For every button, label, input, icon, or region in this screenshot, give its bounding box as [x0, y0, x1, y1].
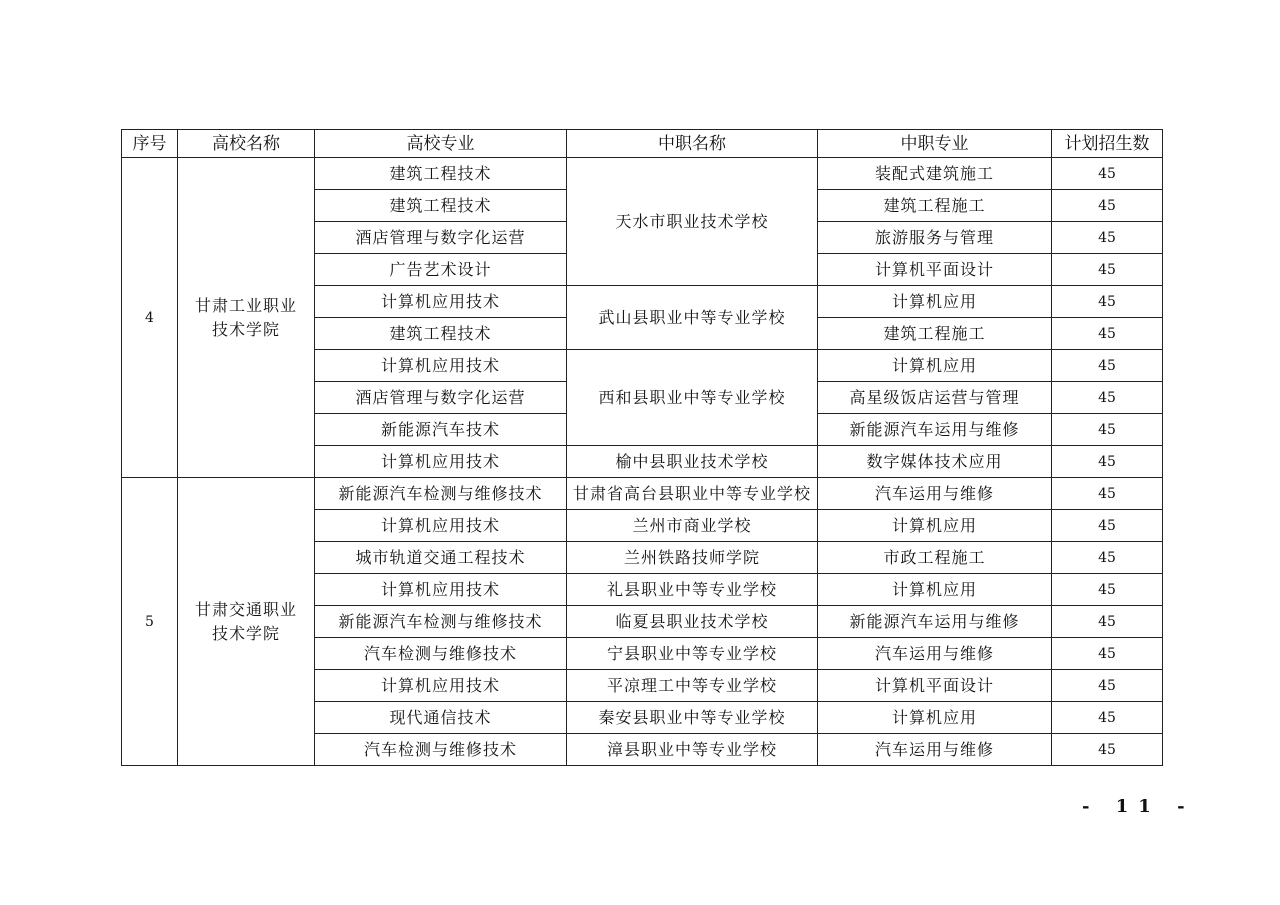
vocational-major-cell: [818, 638, 1052, 670]
vocational-school-cell: 礼县职业中等专业学校: [567, 574, 818, 606]
vocational-major-text: 计算机平面设计: [874, 675, 994, 695]
vocational-major-text: 新能源汽车运用与维修: [849, 419, 1020, 439]
college-major-cell: 计算机应用技术: [315, 670, 567, 702]
vocational-major-cell: [818, 286, 1052, 318]
plan-count-cell: 45: [1052, 158, 1163, 190]
vocational-major-text: 计算机应用: [891, 707, 977, 727]
vocational-school-cell: 宁县职业中等专业学校: [567, 638, 818, 670]
plan-count-cell: 45: [1052, 606, 1163, 638]
college-major-cell: 计算机应用技术: [315, 446, 567, 478]
vocational-major-cell: [818, 222, 1052, 254]
college-major-cell: 新能源汽车检测与维修技术: [315, 478, 567, 510]
vocational-major-text: 计算机应用: [891, 515, 977, 535]
vocational-major-text: 计算机应用: [891, 291, 977, 311]
college-name-cell: 甘肃交通职业 技术学院: [178, 478, 315, 766]
table-row: [122, 158, 1163, 190]
vocational-major-cell: [818, 702, 1052, 734]
vocational-school-cell: 漳县职业中等专业学校: [567, 734, 818, 766]
college-major-cell: 新能源汽车检测与维修技术: [315, 606, 567, 638]
vocational-major-text: 汽车运用与维修: [874, 739, 994, 759]
vocational-major-text: 市政工程施工: [883, 547, 986, 567]
plan-count-cell: 45: [1052, 254, 1163, 286]
plan-count-cell: 45: [1052, 702, 1163, 734]
vocational-major-text: 计算机平面设计: [874, 259, 994, 279]
vocational-school-cell: 天水市职业技术学校: [567, 158, 818, 286]
vocational-major-cell: [818, 318, 1052, 350]
vocational-major-cell: [818, 734, 1052, 766]
vocational-major-text: 汽车运用与维修: [874, 643, 994, 663]
vocational-major-text: 装配式建筑施工: [874, 163, 994, 183]
vocational-school-cell: 平凉理工中等专业学校: [567, 670, 818, 702]
plan-count-cell: 45: [1052, 446, 1163, 478]
table-body: [122, 158, 1163, 766]
college-major-cell: 建筑工程技术: [315, 190, 567, 222]
header-vocational-major: 中职专业: [818, 130, 1052, 158]
vocational-school-cell: 秦安县职业中等专业学校: [567, 702, 818, 734]
vocational-school-cell: 甘肃省高台县职业中等专业学校: [567, 478, 818, 510]
plan-count-cell: 45: [1052, 510, 1163, 542]
vocational-school-cell: 榆中县职业技术学校: [567, 446, 818, 478]
page-number: - 11 -: [1082, 796, 1195, 817]
college-major-cell: 计算机应用技术: [315, 286, 567, 318]
vocational-major-cell: [818, 446, 1052, 478]
header-seq: 序号: [122, 130, 178, 158]
plan-count-cell: 45: [1052, 350, 1163, 382]
vocational-school-cell: 西和县职业中等专业学校: [567, 350, 818, 446]
vocational-major-cell: [818, 158, 1052, 190]
vocational-major-text: 旅游服务与管理: [874, 227, 994, 247]
plan-count-cell: 45: [1052, 478, 1163, 510]
plan-count-cell: 45: [1052, 638, 1163, 670]
plan-count-cell: 45: [1052, 414, 1163, 446]
vocational-major-text: 建筑工程施工: [883, 323, 986, 343]
seq-cell: 4: [122, 158, 178, 478]
college-name-cell: 甘肃工业职业 技术学院: [178, 158, 315, 478]
plan-count-cell: 45: [1052, 734, 1163, 766]
vocational-major-text: 新能源汽车运用与维修: [849, 611, 1020, 631]
vocational-major-cell: [818, 510, 1052, 542]
table-row: [122, 478, 1163, 510]
plan-count-cell: 45: [1052, 670, 1163, 702]
vocational-major-text: 高星级饭店运营与管理: [849, 387, 1020, 407]
plan-count-cell: 45: [1052, 318, 1163, 350]
enrollment-plan-table: [121, 129, 1163, 766]
vocational-major-cell: [818, 190, 1052, 222]
college-major-cell: 广告艺术设计: [315, 254, 567, 286]
plan-count-cell: 45: [1052, 222, 1163, 254]
page-number-value: 11: [1115, 796, 1161, 817]
vocational-major-cell: [818, 350, 1052, 382]
vocational-school-cell: 临夏县职业技术学校: [567, 606, 818, 638]
vocational-major-text: 计算机应用: [891, 579, 977, 599]
vocational-major-text: 计算机应用: [891, 355, 977, 375]
plan-count-cell: 45: [1052, 382, 1163, 414]
plan-count-cell: 45: [1052, 286, 1163, 318]
seq-cell: 5: [122, 478, 178, 766]
plan-count-cell: 45: [1052, 574, 1163, 606]
vocational-major-text: 建筑工程施工: [883, 195, 986, 215]
vocational-major-cell: [818, 382, 1052, 414]
vocational-school-cell: 兰州铁路技师学院: [567, 542, 818, 574]
header-plan-count: 计划招生数: [1052, 130, 1163, 158]
vocational-school-cell: 武山县职业中等专业学校: [567, 286, 818, 350]
college-major-cell: 计算机应用技术: [315, 350, 567, 382]
vocational-major-text: 数字媒体技术应用: [866, 451, 1003, 471]
vocational-major-cell: [818, 414, 1052, 446]
college-major-cell: 建筑工程技术: [315, 158, 567, 190]
college-major-cell: 酒店管理与数字化运营: [315, 222, 567, 254]
vocational-school-cell: 兰州市商业学校: [567, 510, 818, 542]
vocational-major-cell: [818, 542, 1052, 574]
table-header-row: [122, 130, 1163, 158]
college-major-cell: 汽车检测与维修技术: [315, 734, 567, 766]
college-major-cell: 城市轨道交通工程技术: [315, 542, 567, 574]
college-major-cell: 新能源汽车技术: [315, 414, 567, 446]
college-major-cell: 酒店管理与数字化运营: [315, 382, 567, 414]
header-vocational-school: 中职名称: [567, 130, 818, 158]
vocational-major-text: 汽车运用与维修: [874, 483, 994, 503]
header-college-major: 高校专业: [315, 130, 567, 158]
plan-count-cell: 45: [1052, 190, 1163, 222]
college-major-cell: 计算机应用技术: [315, 510, 567, 542]
plan-count-cell: 45: [1052, 542, 1163, 574]
college-major-cell: 现代通信技术: [315, 702, 567, 734]
header-college: 高校名称: [178, 130, 315, 158]
vocational-major-cell: [818, 606, 1052, 638]
vocational-major-cell: [818, 254, 1052, 286]
college-major-cell: 汽车检测与维修技术: [315, 638, 567, 670]
vocational-major-cell: [818, 670, 1052, 702]
vocational-major-cell: [818, 478, 1052, 510]
college-major-cell: 计算机应用技术: [315, 574, 567, 606]
college-major-cell: 建筑工程技术: [315, 318, 567, 350]
vocational-major-cell: [818, 574, 1052, 606]
